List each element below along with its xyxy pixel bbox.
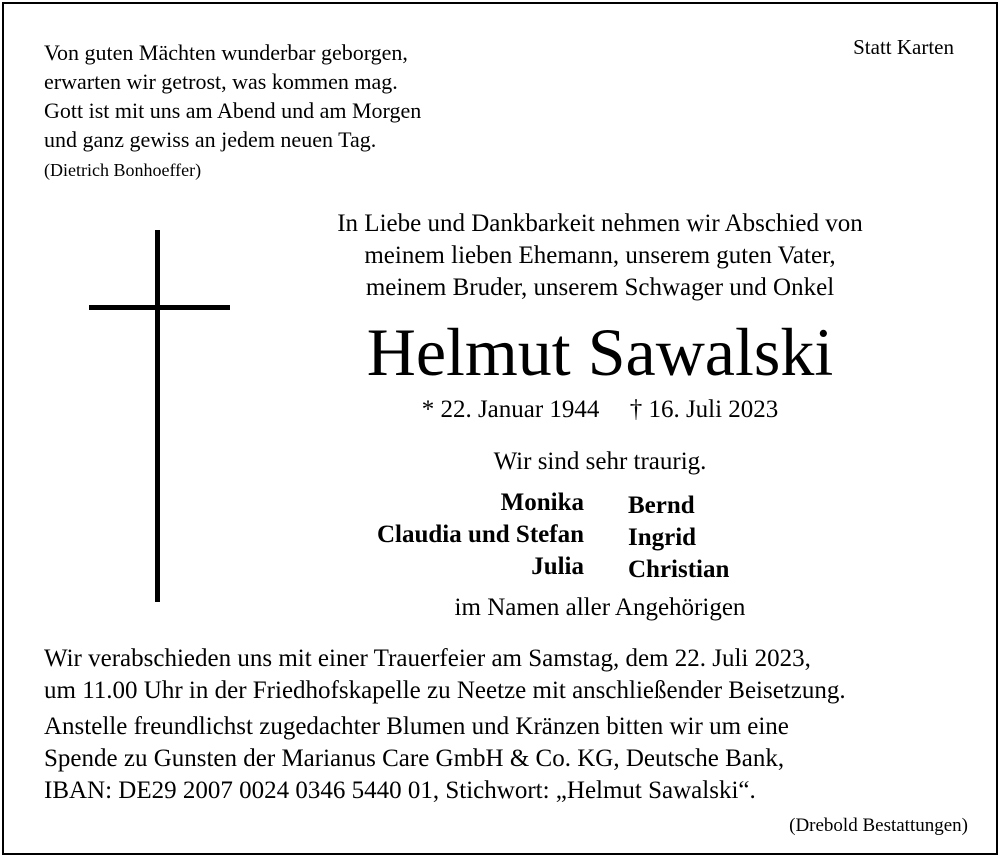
donation-line: Anstelle freundlichst zugedachter Blumen und Kränzen bitten wir um eine <box>44 713 789 740</box>
poem-line: Gott ist mit uns am Abend und am Morgen <box>44 98 422 123</box>
family-member: Bernd <box>628 492 695 519</box>
birth-date: * 22. Januar 1944 <box>421 396 600 423</box>
intro-line: meinem Bruder, unserem Schwager und Onkel <box>365 274 835 301</box>
ceremony-and-donation <box>44 643 846 807</box>
family-member: Julia <box>531 553 584 580</box>
intro-text <box>300 208 900 304</box>
ceremony-line: Wir verabschieden uns mit einer Trauerfeier am Samstag, dem 22. Juli 2023, <box>44 645 811 672</box>
life-dates <box>300 396 900 424</box>
intro-line: meinem lieben Ehemann, unserem guten Vater, <box>364 242 836 269</box>
family-member: Christian <box>628 556 730 583</box>
death-date: † 16. Juli 2023 <box>629 396 779 423</box>
family-member: Claudia und Stefan <box>376 521 584 548</box>
donation-line: Spende zu Gunsten der Marianus Care GmbH & Co. KG, Deutsche Bank, <box>44 745 785 772</box>
poem-author: (Dietrich Bonhoeffer) <box>44 160 202 180</box>
poem <box>44 38 421 154</box>
family-member: Ingrid <box>628 524 697 551</box>
poem-line: und ganz gewiss an jedem neuen Tag. <box>44 127 377 152</box>
statt-karten: Statt Karten <box>853 35 954 59</box>
family-left <box>300 487 584 583</box>
intro-line: In Liebe und Dankbarkeit nehmen wir Abschied von <box>337 210 863 237</box>
deceased-name: Helmut Sawalski <box>366 314 834 390</box>
poem-line: erwarten wir getrost, was kommen mag. <box>44 69 398 94</box>
donation-line: IBAN: DE29 2007 0024 0346 5440 01, Stichwort: „Helmut Sawalski“. <box>44 777 756 804</box>
sad-text: Wir sind sehr traurig. <box>493 448 707 475</box>
ceremony-line: um 11.00 Uhr in der Friedhofskapelle zu Neetze mit anschließender Beisetzung. <box>44 677 846 704</box>
undertaker: (Drebold Bestattungen) <box>789 815 968 836</box>
family-member: Monika <box>500 489 584 516</box>
on-behalf-text: im Namen aller Angehörigen <box>454 594 746 621</box>
poem-line: Von guten Mächten wunderbar geborgen, <box>44 40 408 65</box>
family-right <box>628 490 729 586</box>
